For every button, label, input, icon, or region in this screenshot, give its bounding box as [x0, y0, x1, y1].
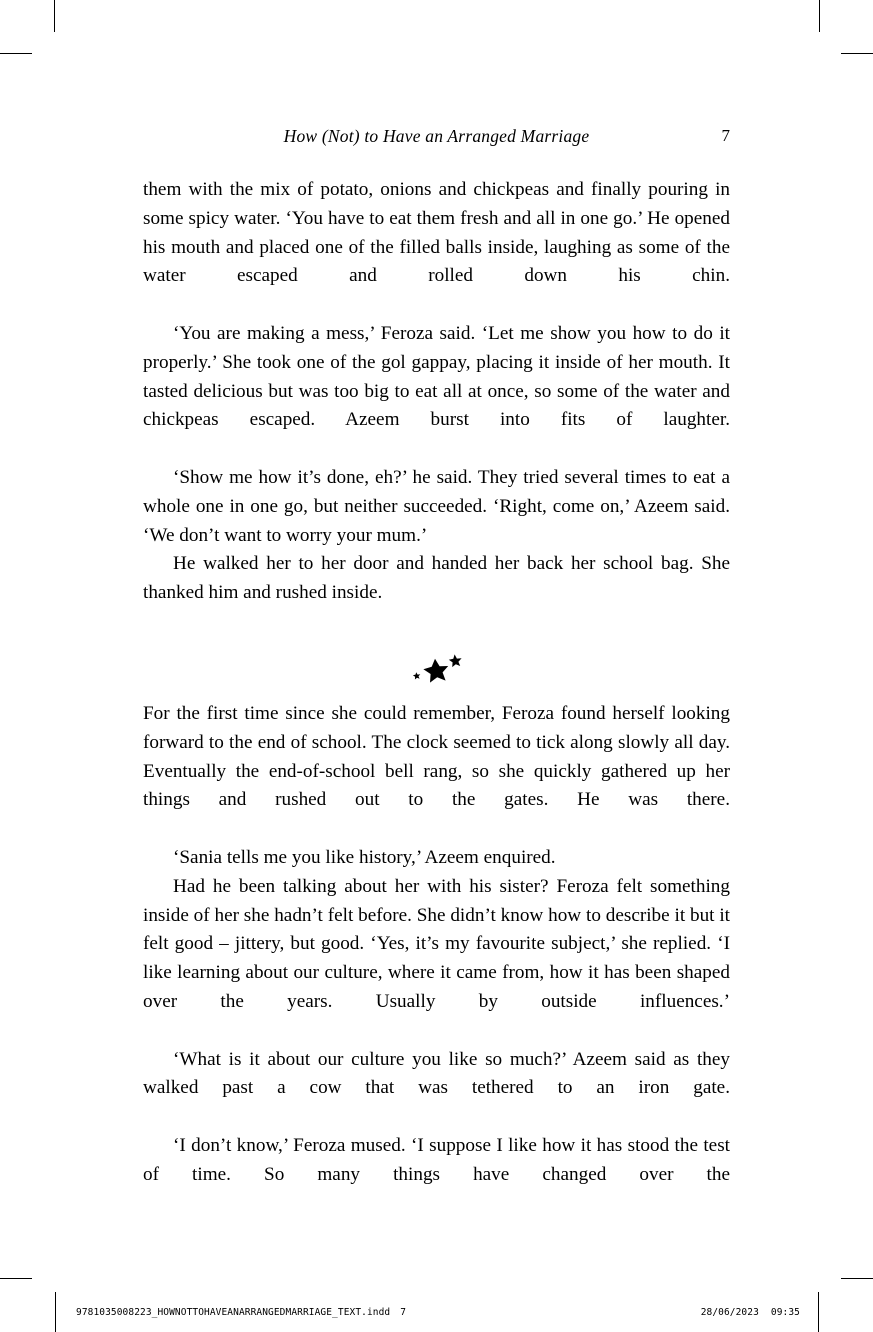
slug-page-number: 7 [400, 1306, 407, 1318]
paragraph: ‘You are making a mess,’ Feroza said. ‘Let me show you how to do it properly.’ She took one of the gol gappay, placing it inside of her mouth. It tasted delicious but was too big to eat all at once, so some of the water and chickpeas escaped. Azeem burst into fits of laughter. [143, 322, 730, 431]
body-text-block [143, 176, 730, 608]
slug-left-group [56, 1307, 406, 1318]
paragraph: Had he been talking about her with his sister? Feroza felt something inside of her she hadn’t felt before. She didn’t know how to describe it but it felt good – jittery, but good. ‘Yes, it’s my favourite subject,’ she replied. ‘I like learning about our culture, where it came from, how it has been shaped over the years. Usually by outside influences.’ [143, 875, 730, 1012]
slug-filename: 9781035008223_HOWNOTTOHAVEANARRANGEDMARRIAGE_TEXT.indd [76, 1306, 391, 1318]
paragraph: ‘What is it about our culture you like so much?’ Azeem said as they walked past a cow that was tethered to an iron gate. [143, 1048, 730, 1099]
page-folio-number: 7 [721, 126, 730, 145]
crop-mark-bottom-right-horizontal [841, 1278, 873, 1279]
running-head-title: How (Not) to Have an Arranged Marriage [283, 126, 590, 146]
section-break-ornament [143, 645, 730, 691]
crop-mark-top-left-vertical [54, 0, 55, 32]
crop-mark-top-left-horizontal [0, 53, 32, 54]
crop-mark-top-right-vertical [819, 0, 820, 32]
paragraph: ‘Show me how it’s done, eh?’ he said. They tried several times to eat a whole one in one go, but neither succeeded. ‘Right, come on,’ Azeem said. ‘We don’t want to worry your mum.’ [143, 466, 730, 546]
printer-slug-bar [55, 1292, 819, 1332]
slug-time: 09:35 [770, 1306, 800, 1318]
three-stars-icon [409, 652, 465, 684]
paragraph: them with the mix of potato, onions and chickpeas and finally pouring in some spicy water. ‘You have to eat them fresh and all in one go.’ He opened his mouth and placed one of the filled balls inside, laughing as some of the water escaped and rolled down his chin. [143, 179, 730, 287]
body-text-block-continued [143, 700, 730, 1218]
slug-date: 28/06/2023 [700, 1306, 759, 1318]
paragraph: He walked her to her door and handed her back her school bag. She thanked him and rushed inside. [143, 553, 730, 604]
paragraph: ‘I don’t know,’ Feroza mused. ‘I suppose I like how it has stood the test of time. So many things have changed over the [143, 1134, 730, 1185]
crop-mark-top-right-horizontal [841, 53, 873, 54]
crop-mark-bottom-left-horizontal [0, 1278, 32, 1279]
running-head [143, 126, 730, 147]
paragraph: For the first time since she could remember, Feroza found herself looking forward to the end of school. The clock seemed to tick along slowly all day. Eventually the end-of-school bell rang, so she quickly gathered up her things and rushed out to the gates. He was there. [143, 703, 730, 811]
slug-right-group [701, 1307, 818, 1318]
paragraph: ‘Sania tells me you like history,’ Azeem enquired. [173, 846, 556, 868]
